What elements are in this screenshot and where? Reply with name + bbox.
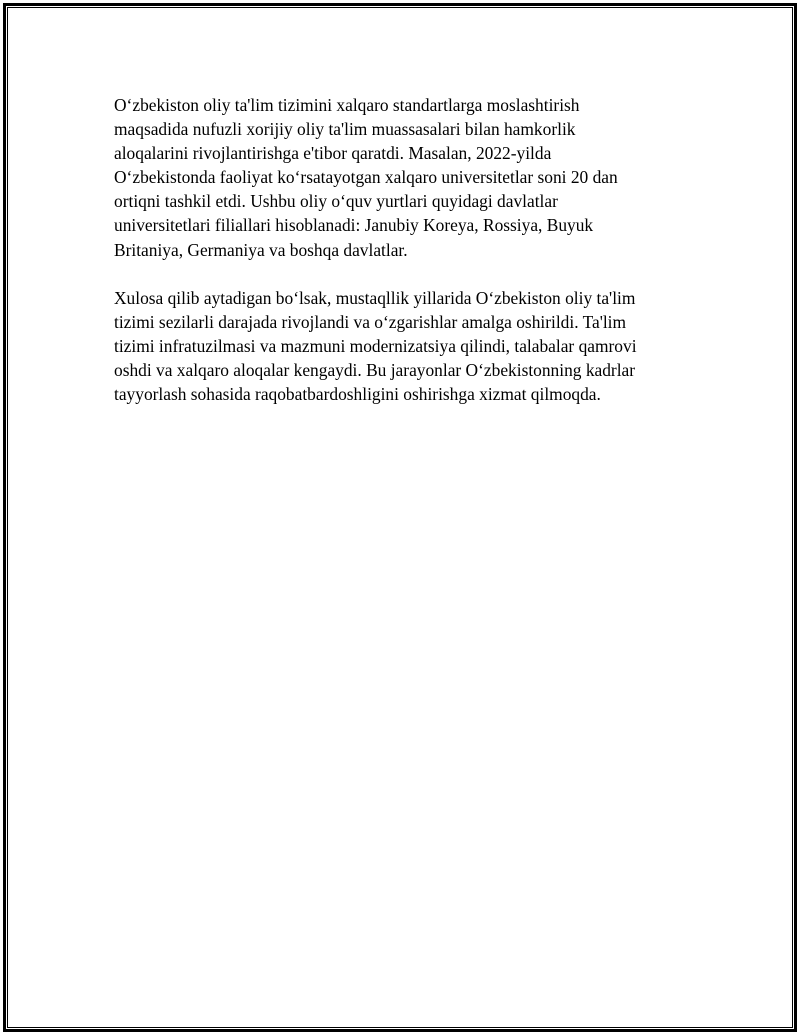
text-line: tizimi sezilarli darajada rivojlandi va o‘zgarishlar amalga oshirildi. Ta'lim	[114, 311, 627, 332]
document-body	[114, 93, 674, 430]
text-line: Britaniya, Germaniya va boshqa davlatlar.	[114, 239, 408, 260]
paragraph-international-cooperation	[114, 93, 674, 262]
text-line: maqsadida nufuzli xorijiy oliy ta'lim muassasalari bilan hamkorlik	[114, 119, 576, 140]
text-line: O‘zbekistonda faoliyat ko‘rsatayotgan xalqaro universitetlar soni 20 dan	[114, 167, 618, 188]
text-line: aloqalarini rivojlantirishga e'tibor qaratdi. Masalan, 2022-yilda	[114, 143, 552, 164]
paragraph-conclusion	[114, 286, 674, 406]
text-line: tayyorlash sohasida raqobatbardoshligini oshirishga xizmat qilmoqda.	[114, 384, 601, 405]
text-line: oshdi va xalqaro aloqalar kengaydi. Bu jarayonlar O‘zbekistonning kadrlar	[114, 359, 636, 380]
text-line: universitetlari filiallari hisoblanadi: Janubiy Koreya, Rossiya, Buyuk	[114, 215, 594, 236]
text-line: ortiqni tashkil etdi. Ushbu oliy o‘quv yurtlari quyidagi davlatlar	[114, 191, 558, 212]
text-line: O‘zbekiston oliy ta'lim tizimini xalqaro standartlarga moslashtirish	[114, 95, 580, 115]
text-line: Xulosa qilib aytadigan bo‘lsak, mustaqllik yillarida O‘zbekiston oliy ta'lim	[114, 287, 636, 308]
text-line: tizimi infratuzilmasi va mazmuni modernizatsiya qilindi, talabalar qamrovi	[114, 335, 637, 356]
